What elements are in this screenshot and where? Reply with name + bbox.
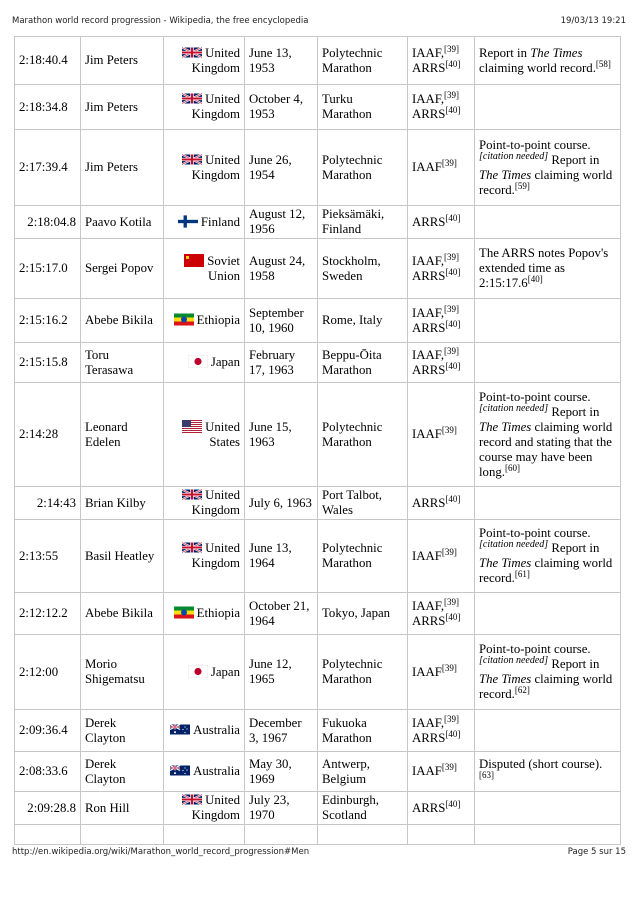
table-row — [15, 130, 621, 206]
ref-link[interactable]: [40] — [445, 58, 461, 69]
time-cell: 2:15:15.8 — [15, 343, 81, 383]
table-row — [15, 343, 621, 383]
time-cell: 2:12:00 — [15, 635, 81, 710]
place-cell: Fukuoka Marathon — [318, 710, 408, 752]
ref-link[interactable]: [39] — [444, 713, 460, 724]
athlete-link[interactable]: Toru Terasawa — [81, 343, 164, 383]
nationality-link[interactable]: Ethiopia — [196, 606, 240, 620]
source-arrs: ARRS — [412, 268, 446, 283]
source-iaaf: IAAF — [412, 764, 442, 778]
place-cell: Port Talbot, Wales — [318, 487, 408, 520]
source-iaaf: IAAF, — [412, 347, 445, 362]
nationality-link[interactable]: United Kingdom — [191, 793, 240, 822]
notes-cell — [475, 487, 621, 520]
date-cell: August 12, 1956 — [245, 206, 318, 239]
source-iaaf: IAAF — [412, 160, 442, 174]
place-cell: Polytechnic Marathon — [318, 383, 408, 487]
uk-flag-icon — [182, 92, 202, 105]
place-cell: Rome, Italy — [318, 299, 408, 343]
ref-link[interactable]: [40] — [445, 728, 461, 739]
date-cell: September 10, 1960 — [245, 299, 318, 343]
notes-cell — [475, 710, 621, 752]
uk-flag-icon — [182, 46, 202, 59]
ref-link[interactable]: [62] — [514, 685, 530, 695]
notes-cell: The ARRS notes Popov's extended time as 2:15:17.6[40] — [475, 239, 621, 299]
time-cell: 2:14:43 — [15, 487, 81, 520]
source-arrs: ARRS — [412, 613, 446, 628]
date-cell: December 3, 1967 — [245, 710, 318, 752]
athlete-link[interactable]: Morio Shigematsu — [81, 635, 164, 710]
source-iaaf: IAAF, — [412, 92, 445, 106]
athlete-link[interactable]: Jim Peters — [81, 37, 164, 85]
notes-cell: Point-to-point course.[citation needed] Report in The Times claiming world record.[59] — [475, 130, 621, 206]
print-footer-url: http://en.wikipedia.org/wiki/Marathon_world_record_progression#Men — [12, 847, 310, 857]
uk-flag-icon — [182, 153, 202, 166]
athlete-link[interactable]: Paavo Kotila — [81, 206, 164, 239]
print-footer-page: Page 5 sur 15 — [567, 847, 626, 857]
nationality-link[interactable]: Japan — [210, 664, 240, 679]
australia-flag-icon — [170, 723, 190, 736]
table-row — [15, 487, 621, 520]
table-row — [15, 383, 621, 487]
date-cell: February 17, 1963 — [245, 343, 318, 383]
notes-cell: Point-to-point course.[citation needed] Report in The Times claiming world record.[62] — [475, 635, 621, 710]
ref-link[interactable]: [40] — [527, 274, 543, 284]
source-arrs: ARRS — [412, 495, 446, 510]
australia-flag-icon — [170, 764, 190, 777]
nationality-link[interactable]: United Kingdom — [191, 152, 240, 182]
source-iaaf: IAAF — [412, 664, 442, 679]
athlete-link[interactable]: Abebe Bikila — [81, 593, 164, 635]
nationality-link[interactable]: Soviet Union — [207, 253, 240, 283]
time-cell: 2:14:28 — [15, 383, 81, 487]
ref-link[interactable]: [40] — [445, 360, 461, 371]
source-arrs: ARRS — [412, 60, 446, 75]
time-cell: 2:13:55 — [15, 520, 81, 593]
table-row — [15, 710, 621, 752]
date-cell: July 6, 1963 — [245, 487, 318, 520]
print-header — [12, 16, 626, 26]
place-cell: Pieksämäki, Finland — [318, 206, 408, 239]
nationality-link[interactable]: Australia — [193, 723, 240, 737]
date-cell: June 15, 1963 — [245, 383, 318, 487]
athlete-link[interactable]: Derek Clayton — [81, 710, 164, 752]
table-row — [15, 520, 621, 593]
nationality-link[interactable]: Ethiopia — [196, 313, 240, 327]
ref-link[interactable]: [39] — [444, 345, 460, 356]
athlete-link[interactable]: Leonard Edelen — [81, 383, 164, 487]
time-cell: 2:12:12.2 — [15, 593, 81, 635]
usa-flag-icon — [182, 420, 202, 433]
date-cell: June 26, 1954 — [245, 130, 318, 206]
source-arrs: ARRS — [412, 214, 446, 229]
uk-flag-icon — [182, 541, 202, 554]
ref-link[interactable]: [40] — [445, 611, 461, 622]
place-cell: Beppu-Ōita Marathon — [318, 343, 408, 383]
ref-link[interactable]: [39] — [441, 762, 457, 772]
notes-cell — [475, 85, 621, 130]
source-iaaf: IAAF, — [412, 253, 445, 268]
date-cell: June 13, 1964 — [245, 520, 318, 593]
ref-link[interactable]: [40] — [445, 266, 461, 277]
ref-link[interactable]: [60] — [504, 462, 520, 473]
ethiopia-flag-icon — [174, 313, 194, 326]
time-cell: 2:09:36.4 — [15, 710, 81, 752]
athlete-link[interactable]: Sergei Popov — [81, 239, 164, 299]
notes-cell — [475, 299, 621, 343]
notes-cell: Point-to-point course.[citation needed] Report in The Times claiming world record and stating that the course may have been long.[60] — [475, 383, 621, 487]
place-cell: Stockholm, Sweden — [318, 239, 408, 299]
nationality-link[interactable]: Australia — [193, 764, 240, 778]
date-cell: August 24, 1958 — [245, 239, 318, 299]
japan-flag-icon — [188, 665, 208, 678]
ref-link[interactable]: [39] — [441, 158, 457, 168]
table-row — [15, 752, 621, 792]
ref-link[interactable]: [39] — [444, 251, 460, 262]
ethiopia-flag-icon — [174, 606, 194, 619]
source-iaaf: IAAF — [412, 427, 442, 441]
ref-link[interactable]: [39] — [441, 662, 457, 673]
table-row — [15, 792, 621, 825]
print-footer — [12, 847, 626, 857]
ref-link[interactable]: [39] — [441, 425, 457, 435]
source-arrs: ARRS — [412, 107, 446, 121]
time-cell: 2:17:39.4 — [15, 130, 81, 206]
uk-flag-icon — [182, 793, 202, 806]
ref-link[interactable]: [63] — [479, 769, 494, 780]
source-iaaf: IAAF, — [412, 45, 445, 60]
notes-cell — [475, 206, 621, 239]
place-cell: Polytechnic Marathon — [318, 37, 408, 85]
source-arrs: ARRS — [412, 320, 446, 335]
athlete-link[interactable]: Jim Peters — [81, 85, 164, 130]
place-cell: Polytechnic Marathon — [318, 520, 408, 593]
date-cell: July 23, 1970 — [245, 792, 318, 825]
source-iaaf: IAAF — [412, 548, 442, 563]
date-cell: June 13, 1953 — [245, 37, 318, 85]
ref-link[interactable]: [39] — [441, 546, 457, 557]
time-cell: 2:08:33.6 — [15, 752, 81, 792]
print-header-title: Marathon world record progression - Wikipedia, the free encyclopedia — [12, 16, 309, 26]
ref-link[interactable]: [59] — [514, 180, 530, 191]
source-iaaf: IAAF, — [412, 305, 445, 320]
table-row — [15, 206, 621, 239]
time-cell: 2:18:40.4 — [15, 37, 81, 85]
table-row — [15, 85, 621, 130]
table-row — [15, 825, 621, 845]
place-cell: Polytechnic Marathon — [318, 635, 408, 710]
record-table — [14, 36, 621, 845]
finland-flag-icon — [178, 215, 198, 228]
athlete-link[interactable]: Derek Clayton — [81, 752, 164, 792]
time-cell: 2:15:16.2 — [15, 299, 81, 343]
notes-cell: Report in The Times claiming world record.[58] — [475, 37, 621, 85]
place-cell: Edinburgh, Scotland — [318, 792, 408, 825]
source-arrs: ARRS — [412, 730, 446, 745]
time-cell: 2:18:04.8 — [15, 206, 81, 239]
notes-cell — [475, 343, 621, 383]
nationality-link[interactable]: Japan — [210, 355, 240, 369]
ref-link[interactable]: [40] — [445, 105, 461, 115]
table-row — [15, 593, 621, 635]
time-cell: 2:18:34.8 — [15, 85, 81, 130]
table-row — [15, 299, 621, 343]
nationality-link[interactable]: United Kingdom — [191, 92, 240, 121]
athlete-link[interactable]: Basil Heatley — [81, 520, 164, 593]
date-cell: May 30, 1969 — [245, 752, 318, 792]
nationality-link[interactable]: United Kingdom — [191, 45, 240, 75]
notes-cell — [475, 593, 621, 635]
time-cell: 2:15:17.0 — [15, 239, 81, 299]
ref-link[interactable]: [58] — [595, 58, 611, 69]
print-header-datetime: 19/03/13 19:21 — [560, 16, 626, 26]
ref-link[interactable]: [61] — [514, 569, 530, 579]
japan-flag-icon — [188, 355, 208, 368]
notes-cell: Point-to-point course.[citation needed] Report in The Times claiming world record.[61] — [475, 520, 621, 593]
nationality-link[interactable]: United States — [205, 419, 240, 449]
date-cell: October 4, 1953 — [245, 85, 318, 130]
source-iaaf: IAAF, — [412, 598, 445, 613]
source-arrs: ARRS — [412, 800, 446, 815]
place-cell: Polytechnic Marathon — [318, 130, 408, 206]
table-row — [15, 635, 621, 710]
athlete-link[interactable]: Jim Peters — [81, 130, 164, 206]
place-cell: Turku Marathon — [318, 85, 408, 130]
place-cell: Antwerp, Belgium — [318, 752, 408, 792]
table-row — [15, 239, 621, 299]
source-arrs: ARRS — [412, 362, 446, 377]
source-iaaf: IAAF, — [412, 715, 445, 730]
notes-cell: Disputed (short course).[63] — [475, 752, 621, 792]
ref-link[interactable]: [40] — [445, 212, 461, 223]
nationality-link[interactable]: United Kingdom — [191, 541, 240, 570]
date-cell: June 12, 1965 — [245, 635, 318, 710]
uk-flag-icon — [182, 488, 202, 501]
notes-cell — [475, 792, 621, 825]
athlete-link[interactable]: Abebe Bikila — [81, 299, 164, 343]
ref-link[interactable]: [39] — [444, 90, 460, 100]
place-cell: Tokyo, Japan — [318, 593, 408, 635]
nationality-link[interactable]: United Kingdom — [191, 488, 240, 517]
table-row — [15, 37, 621, 85]
ref-link[interactable]: [40] — [445, 318, 461, 329]
athlete-link[interactable]: Brian Kilby — [81, 487, 164, 520]
ref-link[interactable]: [40] — [445, 493, 461, 504]
athlete-link[interactable]: Ron Hill — [81, 792, 164, 825]
ref-link[interactable]: [39] — [444, 43, 460, 54]
ref-link[interactable]: [39] — [444, 596, 460, 607]
time-cell: 2:09:28.8 — [15, 792, 81, 825]
ref-link[interactable]: [39] — [444, 303, 460, 314]
soviet-flag-icon — [184, 254, 204, 267]
nationality-link[interactable]: Finland — [200, 214, 240, 229]
date-cell: October 21, 1964 — [245, 593, 318, 635]
ref-link[interactable]: [40] — [445, 798, 461, 809]
